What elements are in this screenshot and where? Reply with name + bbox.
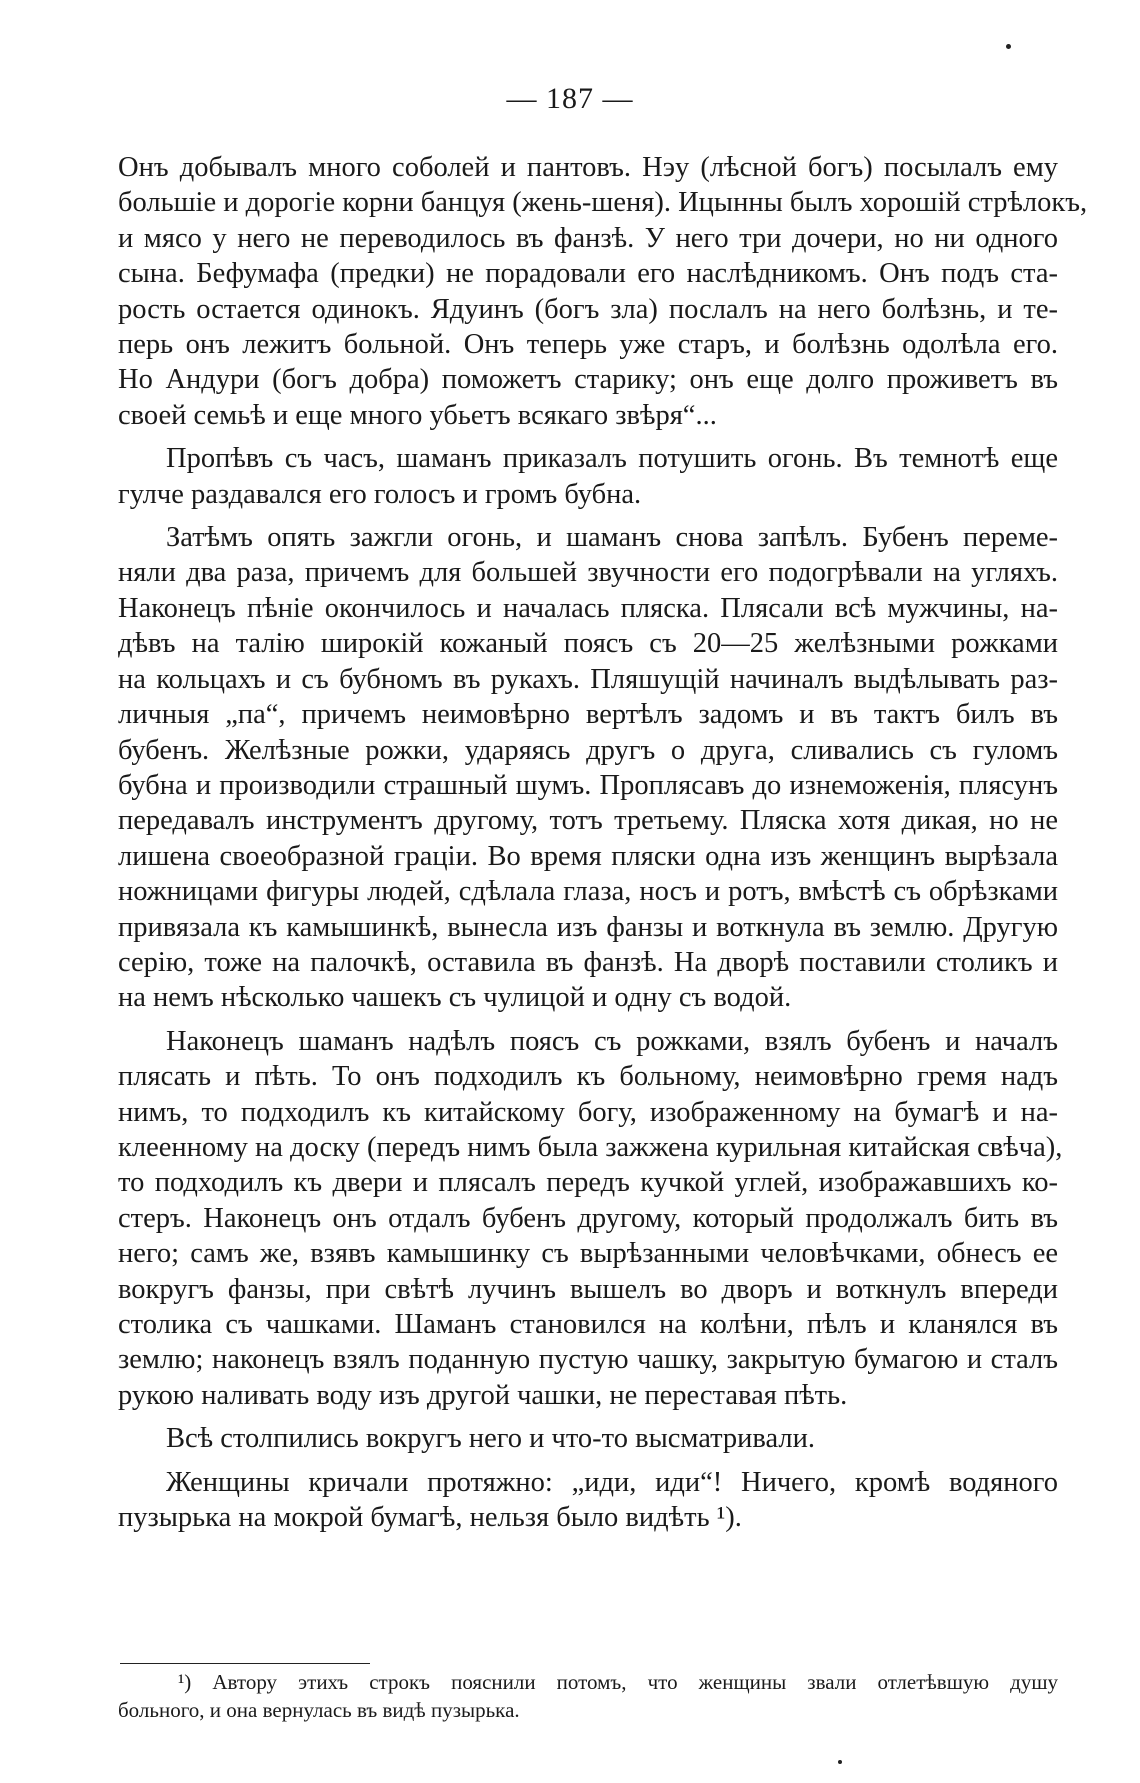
text-line: рость остается одинокъ. Ядуинъ (богъ зла) послалъ на него болѣзнь, и те-	[118, 293, 1058, 325]
footnote-line: больного, и она вернулась въ видѣ пузырька.	[118, 1698, 520, 1722]
text-line: на кольцахъ и съ бубномъ въ рукахъ. Пляшущій начиналъ выдѣлывать раз-	[118, 663, 1058, 695]
text-line: землю; наконецъ взялъ поданную пустую чашку, закрытую бумагою и сталъ	[118, 1344, 1058, 1376]
text-line: Всѣ столпились вокругъ него и что-то высматривали.	[166, 1423, 816, 1455]
text-line: клеенному на доску (передъ нимъ была зажжена курильная китайская свѣча),	[118, 1131, 1063, 1163]
text-line: няли два раза, причемъ для большей звучности его подогрѣвали на угляхъ.	[118, 557, 1058, 589]
text-line: Онъ добывалъ много соболей и пантовъ. Нэу (лѣсной богъ) посылалъ ему	[118, 152, 1058, 183]
text-line: гулче раздавался его голосъ и громъ бубна.	[118, 478, 642, 510]
paragraph	[118, 441, 1058, 512]
text-line: Наконецъ шаманъ надѣлъ поясъ съ рожками, взялъ бубенъ и началъ	[166, 1025, 1058, 1057]
text-line: перь онъ лежитъ больной. Онъ теперь уже старъ, и болѣзнь одолѣла его.	[118, 329, 1058, 361]
text-line: то подходилъ къ двери и плясалъ передъ кучкой углей, изображавшихъ ко-	[118, 1167, 1058, 1199]
page-number: — 187 —	[506, 82, 634, 115]
text-line: своей семьѣ и еще много убьетъ всякаго звѣря“...	[118, 399, 717, 431]
text-line: стеръ. Наконецъ онъ отдалъ бубенъ другому, который продолжалъ бить въ	[118, 1202, 1058, 1234]
paragraph	[118, 520, 1058, 1016]
text-line: столика съ чашками. Шаманъ становился на колѣни, пѣлъ и кланялся въ	[118, 1309, 1058, 1340]
text-line: Пропѣвъ съ часъ, шаманъ приказалъ потушить огонь. Въ темнотѣ еще	[166, 443, 1058, 475]
paragraph	[118, 1024, 1063, 1413]
text-line: сына. Бефумафа (предки) не порадовали его наслѣдникомъ. Онъ подъ ста-	[118, 258, 1058, 290]
text-line: него; самъ же, взявъ камышинку съ вырѣзанными человѣчками, обнесъ ее	[118, 1238, 1058, 1270]
paragraph	[118, 1421, 1058, 1456]
text-line: нимъ, то подходилъ къ китайскому богу, изображенному на бумагѣ и на-	[118, 1096, 1058, 1128]
ink-speck	[1006, 44, 1011, 49]
paragraph	[118, 1465, 1058, 1536]
text-line: передавалъ инструментъ другому, тотъ третьему. Пляска хотя дикая, но не	[118, 805, 1058, 837]
footnote-divider	[120, 1663, 370, 1664]
ink-speck	[838, 1760, 842, 1764]
text-line: Женщины кричали протяжно: „иди, иди“! Ничего, кромѣ водяного	[166, 1466, 1058, 1498]
text-line: Наконецъ пѣніе окончилось и началась пляска. Плясали всѣ мужчины, на-	[118, 592, 1058, 624]
text-line: лишена своеобразной граціи. Во время пляски одна изъ женщинъ вырѣзала	[118, 840, 1058, 872]
text-line: большіе и дорогіе корни банцуя (жень-шеня). Ицынны былъ хорошій стрѣлокъ,	[118, 187, 1088, 219]
text-line: рукою наливать воду изъ другой чашки, не переставая пѣть.	[118, 1379, 848, 1411]
text-line: на немъ нѣсколько чашекъ съ чулицой и одну съ водой.	[118, 982, 792, 1014]
main-text	[118, 150, 1088, 1535]
text-line: бубенъ. Желѣзные рожки, ударяясь другъ о друга, сливались съ гуломъ	[118, 734, 1058, 766]
text-line: привязала къ камышинкѣ, вынесла изъ фанзы и воткнула въ землю. Другую	[118, 911, 1058, 943]
text-line: Но Андури (богъ добра) поможетъ старику; онъ еще долго проживетъ въ	[118, 364, 1058, 396]
text-line: бубна и производили страшный шумъ. Проплясавъ до изнеможенія, плясунъ	[118, 769, 1058, 801]
text-line: личныя „па“, причемъ неимовѣрно вертѣлъ задомъ и въ тактъ билъ въ	[118, 699, 1058, 731]
text-line: серію, тоже на палочкѣ, оставила въ фанзѣ. На дворѣ поставили столикъ и	[118, 946, 1058, 978]
text-line: вокругъ фанзы, при свѣтѣ лучинъ вышелъ во дворъ и воткнулъ впереди	[118, 1273, 1058, 1305]
text-line: дѣвъ на талію широкій кожаный поясъ съ 20—25 желѣзными рожками	[118, 628, 1058, 660]
footnote	[118, 1668, 1058, 1724]
text-line: Затѣмъ опять зажгли огонь, и шаманъ снова запѣлъ. Бубенъ переме-	[166, 522, 1058, 554]
text-line: ножницами фигуры людей, сдѣлала глаза, носъ и ротъ, вмѣстѣ съ обрѣзками	[118, 876, 1058, 908]
text-line: и мясо у него не переводилось въ фанзѣ. У него три дочери, но ни одного	[118, 222, 1058, 254]
text-line: пузырька на мокрой бумагѣ, нельзя было видѣть ¹).	[118, 1502, 742, 1534]
paragraph	[118, 150, 1088, 433]
footnote-line: ¹) Автору этихъ строкъ пояснили потомъ, что женщины звали отлетѣвшую душу	[178, 1670, 1058, 1694]
text-line: плясать и пѣть. То онъ подходилъ къ больному, неимовѣрно гремя надъ	[118, 1061, 1058, 1093]
